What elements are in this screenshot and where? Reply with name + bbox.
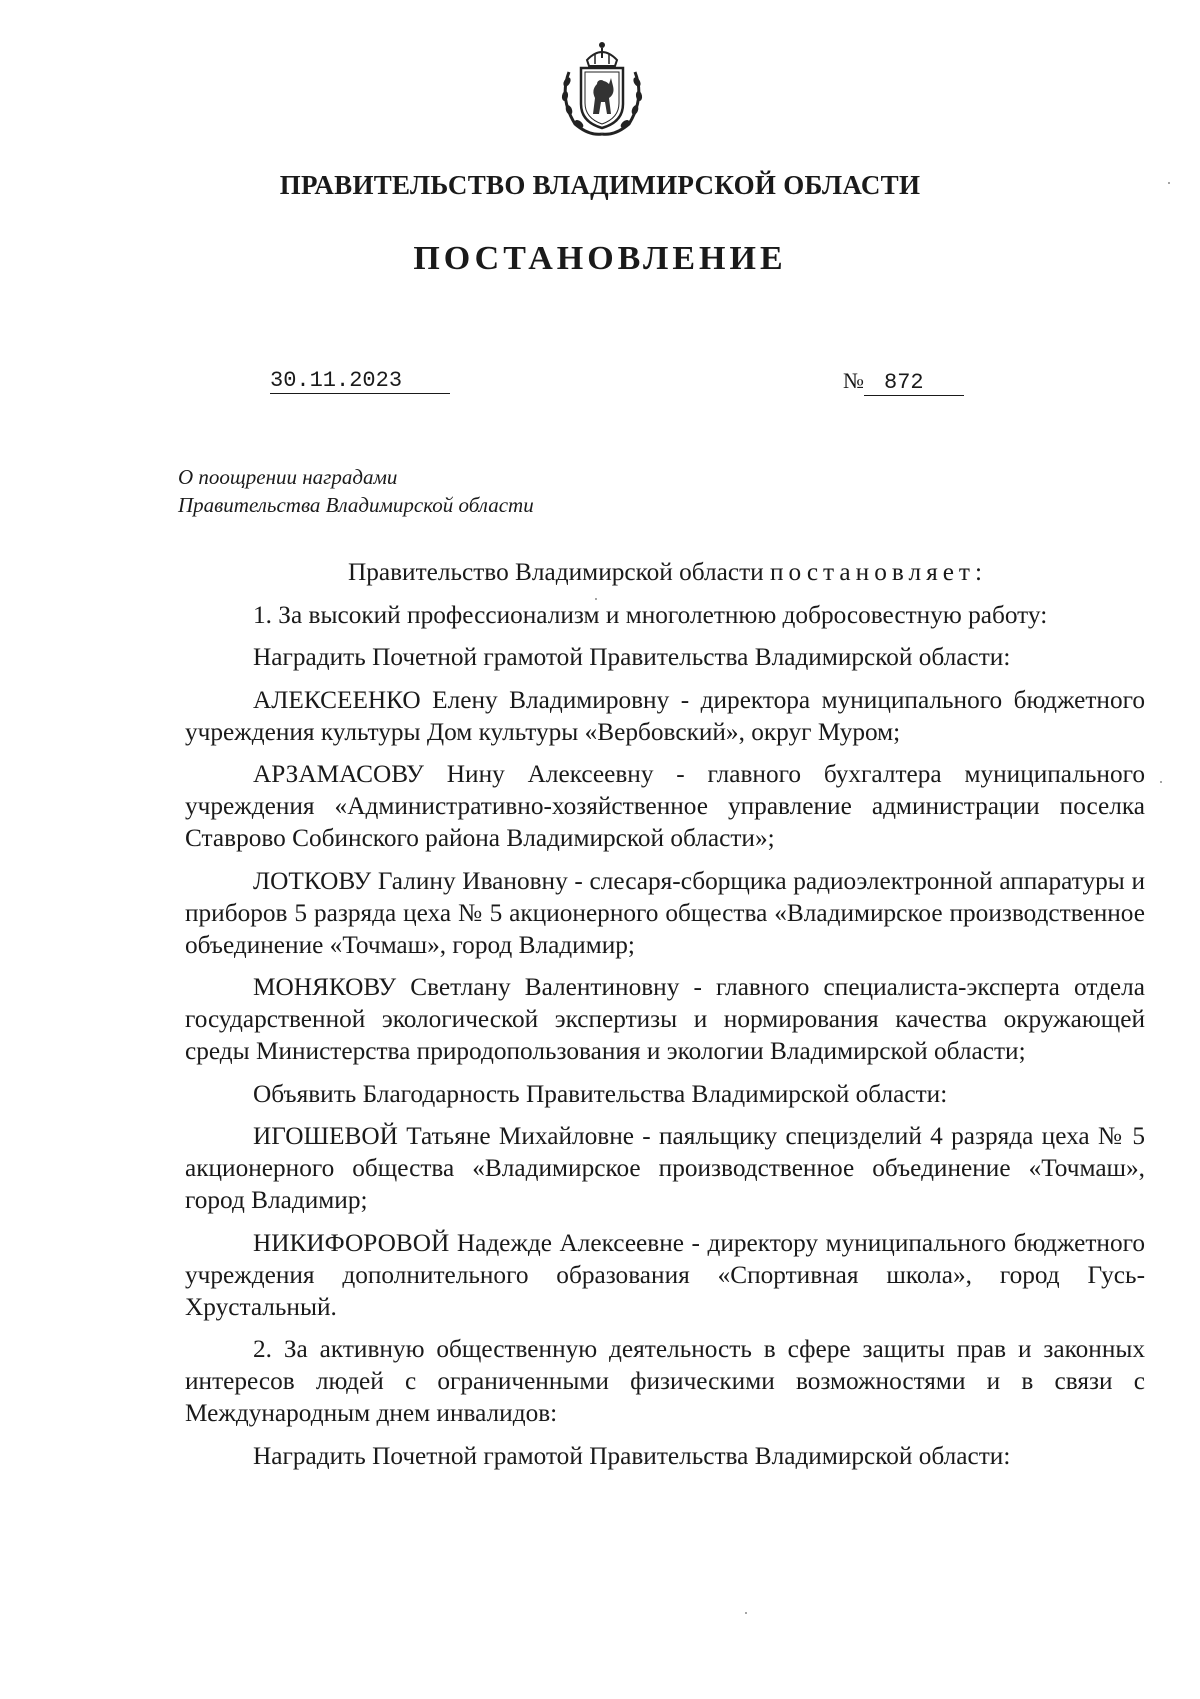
awardee-alekseenko: АЛЕКСЕЕНКО Елену Владимировну - директора муниципального бюджетного учреждения культуры Дом культуры «Вербовский», округ Муром; <box>185 685 1145 746</box>
subject-line-2: Правительства Владимирской области <box>178 493 534 517</box>
document-date: 30.11.2023 <box>270 368 403 393</box>
preamble <box>185 556 1145 588</box>
preamble-start: Правительство Владимирской области <box>347 558 771 586</box>
awardee-igosheva: ИГОШЕВОЙ Татьяне Михайловне - паяльщику специзделий 4 разряда цеха № 5 акционерного общества «Владимирское производственное объединение «Точмаш», город Владимир; <box>185 1122 1145 1214</box>
organization-title: ПРАВИТЕЛЬСТВО ВЛАДИМИРСКОЙ ОБЛАСТИ <box>279 170 921 200</box>
preamble-colon: : <box>975 558 983 586</box>
paragraph-award-heading: Наградить Почетной грамотой Правительства Владимирской области: <box>253 643 1011 671</box>
document-date-field <box>270 368 450 394</box>
scan-speck <box>595 598 597 600</box>
paragraph-2: 2. За активную общественную деятельность в сфере защиты прав и законных интересов людей с ограниченными физическими возможностями и в связи с Международным днем инвалидов: <box>185 1335 1145 1427</box>
document-number-field <box>843 368 964 396</box>
awardee-arzamasova: АРЗАМАСОВУ Нину Алексеевну - главного бухгалтера муниципального учреждения «Административно-хозяйственное управление администрации поселка Ставрово Собинского района Владимирской области»; <box>185 760 1145 852</box>
document-subject <box>178 463 534 519</box>
awardee-lotkova: ЛОТКОВУ Галину Ивановну - слесаря-сборщика радиоэлектронной аппаратуры и приборов 5 разряда цеха № 5 акционерного общества «Владимирское производственное объединение «Точмаш», город Владимир; <box>185 866 1145 959</box>
document-number: 872 <box>864 370 964 396</box>
scan-speck <box>1168 182 1170 184</box>
scan-speck <box>745 1612 747 1614</box>
subject-line-1: О поощрении наградами <box>178 465 398 489</box>
coat-of-arms-icon <box>555 38 649 138</box>
paragraph-award-heading-2: Наградить Почетной грамотой Правительства Владимирской области: <box>253 1441 1011 1470</box>
awardee-nikiforova: НИКИФОРОВОЙ Надежде Алексеевне - директору муниципального бюджетного учреждения дополнительного образования «Спортивная школа», город Гусь-Хрустальный. <box>185 1228 1145 1321</box>
awardee-monyakova: МОНЯКОВУ Светлану Валентиновну - главного специалиста-эксперта отдела государственной экологической экспертизы и нормирования качества окружающей среды Министерства природопользования и экологии Владимирской области; <box>185 973 1145 1065</box>
paragraph-gratitude-heading: Объявить Благодарность Правительства Владимирской области: <box>253 1079 948 1108</box>
document-type-title: ПОСТАНОВЛЕНИЕ <box>413 240 787 277</box>
preamble-verb: постановляет <box>770 558 975 586</box>
scan-speck <box>1160 781 1162 783</box>
document-body <box>185 556 1145 1482</box>
number-sign: № <box>843 368 864 393</box>
paragraph-1: 1. За высокий профессионализм и многолетнюю добросовестную работу: <box>253 600 1048 629</box>
